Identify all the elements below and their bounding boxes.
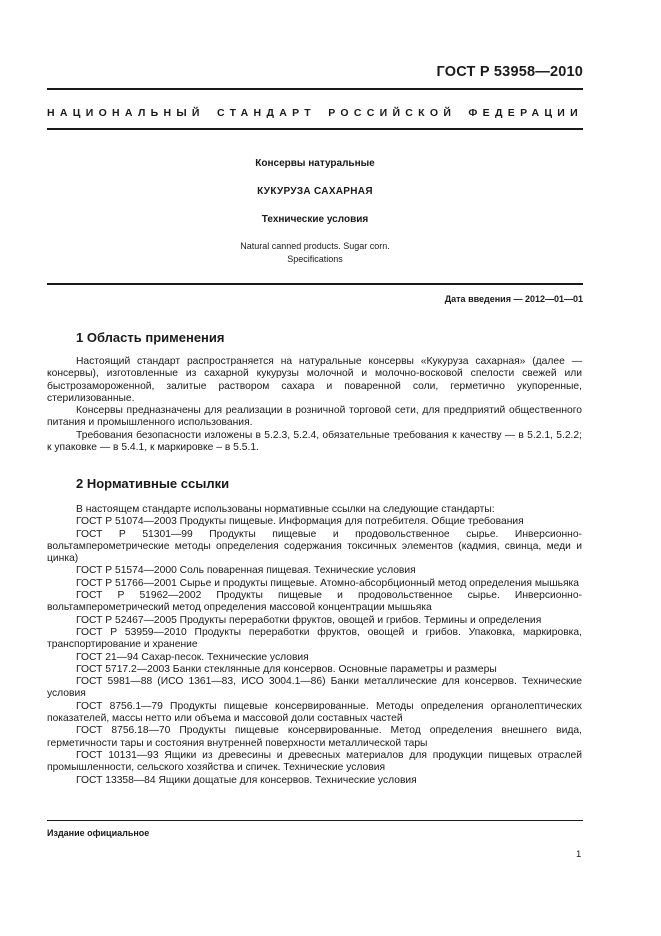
title-subtitle: Технические условия xyxy=(261,214,369,225)
reference-item: ГОСТ Р 52467—2005 Продукты переработки фруктов, овощей и грибов. Термины и определения xyxy=(76,614,542,626)
reference-item: ГОСТ 5981—88 (ИСО 1361—83, ИСО 3004.1—86) Банки металлические для консервов. Технические условия xyxy=(47,676,582,700)
paragraph: Требования безопасности изложены в 5.2.3, 5.2.4, обязательные требования к качеству — в 5.2.1, 5.2.2; к упаковке — в 5.4.1, к маркировке – в 5.5.1. xyxy=(47,429,582,454)
paragraph: В настоящем стандарте использованы нормативные ссылки на следующие стандарты: xyxy=(76,504,495,515)
banner-word-3: РОССИЙСКОЙ xyxy=(328,107,457,119)
reference-item: ГОСТ Р 51301—99 Продукты пищевые и продовольственное сырье. Инверсионно-вольтамперометрические методы определения содержания токсичных элементов (кадмия, свинца, меди и цинка) xyxy=(47,528,582,565)
document-code: ГОСТ Р 53958—2010 xyxy=(436,64,583,80)
section-1-body xyxy=(47,356,582,454)
section-1-heading: 1 Область применения xyxy=(76,330,225,345)
header-rule-bottom xyxy=(47,128,583,130)
section-2-heading: 2 Нормативные ссылки xyxy=(76,476,230,491)
title-english-line1: Natural canned products. Sugar corn. xyxy=(240,241,390,251)
page-number: 1 xyxy=(576,849,582,860)
title-rule xyxy=(47,283,583,285)
reference-item: ГОСТ Р 53959—2010 Продукты переработки фруктов, овощей и грибов. Упаковка, маркировка, транспортирование и хранение xyxy=(47,626,582,651)
edition-note: Издание официальное xyxy=(47,828,150,838)
reference-item: ГОСТ Р 51574—2000 Соль поваренная пищевая. Технические условия xyxy=(76,565,416,577)
footer-rule xyxy=(47,820,583,821)
reference-item: ГОСТ 13358—84 Ящики дощатые для консервов. Технические условия xyxy=(76,774,417,786)
title-english-line2: Specifications xyxy=(287,254,343,264)
header-rule-top xyxy=(47,88,583,90)
banner-word-4: ФЕДЕРАЦИИ xyxy=(468,107,583,119)
title-product: КУКУРУЗА САХАРНАЯ xyxy=(257,186,373,197)
banner-word-2: СТАНДАРТ xyxy=(217,107,316,119)
reference-item: ГОСТ 21—94 Сахар-песок. Технические условия xyxy=(76,651,309,663)
title-english xyxy=(47,240,583,266)
reference-item: ГОСТ 5717.2—2003 Банки стеклянные для консервов. Основные параметры и размеры xyxy=(76,663,497,675)
introduction-date: Дата введения — 2012—01—01 xyxy=(444,294,583,304)
title-product-group: Консервы натуральные xyxy=(255,158,375,169)
section-2-body xyxy=(47,504,582,787)
banner-word-1: НАЦИОНАЛЬНЫЙ xyxy=(47,107,205,119)
national-standard-banner xyxy=(47,107,583,119)
paragraph: Настоящий стандарт распространяется на натуральные консервы «Кукуруза сахарная» (далее — консервы), изготовленные из сахарной кукурузы молочной и молочно-восковой спелости свежей или быстрозамороженной, залитые раствором сахара и поваренной соли, герметично укупоренные, стерилизованные. xyxy=(47,356,582,404)
reference-item: ГОСТ Р 51074—2003 Продукты пищевые. Информация для потребителя. Общие требования xyxy=(76,516,524,528)
reference-item: ГОСТ 8756.1—79 Продукты пищевые консервированные. Методы определения органолептических показателей, массы нетто или объема и массовой доли составных частей xyxy=(47,700,582,725)
reference-item: ГОСТ Р 51766—2001 Сырье и продукты пищевые. Атомно-абсорбционный метод определения мышьяка xyxy=(76,577,579,589)
reference-item: ГОСТ 8756.18—70 Продукты пищевые консервированные. Метод определения внешнего вида, герметичности тары и состояния внутренней поверхности металлической тары xyxy=(47,725,582,749)
reference-item: ГОСТ Р 51962—2002 Продукты пищевые и продовольственное сырье. Инверсионно-вольтамперометрический метод определения массовой концентрации мышьяка xyxy=(47,590,582,614)
reference-item: ГОСТ 10131—93 Ящики из древесины и древесных материалов для продукции пищевых отраслей промышленности, сельского хозяйства и спичек. Технические условия xyxy=(47,749,582,774)
paragraph: Консервы предназначены для реализации в розничной торговой сети, для предприятий общественного питания и промышленного использования. xyxy=(47,405,582,429)
